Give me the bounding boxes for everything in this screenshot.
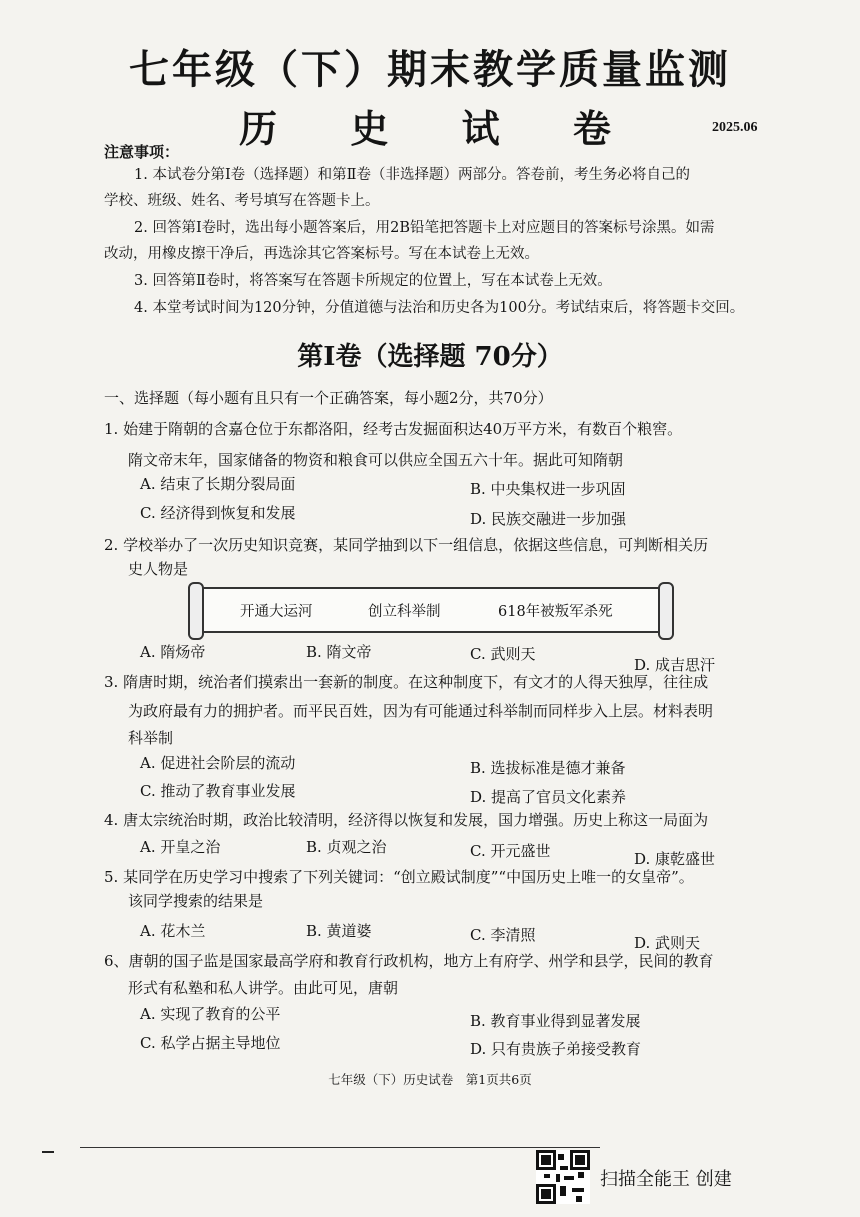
note-line: 改动，用橡皮擦干净后，再选涂其它答案标号。写在本试卷上无效。 bbox=[104, 246, 539, 262]
margin-mark bbox=[42, 1151, 54, 1153]
page-footer: 七年级（下）历史试卷 第1页共6页 bbox=[328, 1072, 532, 1087]
q4-option-d: D. 康乾盛世 bbox=[634, 850, 716, 868]
note-line: 4. 本堂考试时间为120分钟，分值道德与法治和历史各为100分。考试结束后，将答题卡交回。 bbox=[134, 300, 745, 316]
q5-option-a: A. 花木兰 bbox=[140, 922, 206, 940]
question-5-line: 该同学搜索的结果是 bbox=[128, 892, 264, 910]
q3-option-b: B. 选拔标准是德才兼备 bbox=[470, 759, 626, 777]
q1-option-c: C. 经济得到恢复和发展 bbox=[140, 504, 296, 522]
qr-code-icon bbox=[536, 1150, 590, 1204]
question-1-line: 1. 始建于隋朝的含嘉仓位于东都洛阳，经考古发掘面积达40万平方米，有数百个粮窖。 bbox=[104, 420, 683, 438]
scanner-watermark: 扫描全能王 创建 bbox=[600, 1169, 732, 1190]
exam-subtitle: 历 史 试 卷 bbox=[239, 106, 641, 151]
section-instruction: 一、选择题（每小题有且只有一个正确答案，每小题2分，共70分） bbox=[104, 389, 553, 407]
q6-option-a: A. 实现了教育的公平 bbox=[140, 1005, 281, 1023]
q2-option-d: D. 成吉思汗 bbox=[634, 656, 716, 674]
question-5-line: 5. 某同学在历史学习中搜索了下列关键词：“创立殿试制度”“中国历史上唯一的女皇帝”。 bbox=[104, 868, 694, 886]
scroll-clue: 开通大运河 bbox=[240, 604, 313, 620]
q5-option-b: B. 黄道婆 bbox=[306, 922, 372, 940]
exam-title: 七年级（下）期末教学质量监测 bbox=[129, 46, 731, 93]
q6-option-b: B. 教育事业得到显著发展 bbox=[470, 1012, 641, 1030]
q5-option-c: C. 李清照 bbox=[470, 926, 536, 944]
q1-option-a: A. 结束了长期分裂局面 bbox=[140, 475, 296, 493]
exam-date: 2025.06 bbox=[712, 120, 758, 135]
scroll-cap-left bbox=[188, 582, 204, 640]
q3-option-c: C. 推动了教育事业发展 bbox=[140, 782, 296, 800]
q2-option-c: C. 武则天 bbox=[470, 645, 536, 663]
q2-option-a: A. 隋炀帝 bbox=[140, 643, 206, 661]
q3-option-a: A. 促进社会阶层的流动 bbox=[140, 754, 296, 772]
note-line: 3. 回答第Ⅱ卷时，将答案写在答题卡所规定的位置上，写在本试卷上无效。 bbox=[134, 273, 612, 289]
question-4-line: 4. 唐太宗统治时期，政治比较清明，经济得以恢复和发展，国力增强。历史上称这一局面为 bbox=[104, 811, 709, 829]
q5-option-d: D. 武则天 bbox=[634, 934, 701, 952]
q4-option-b: B. 贞观之治 bbox=[306, 838, 387, 856]
note-line: 1. 本试卷分第Ⅰ卷（选择题）和第Ⅱ卷（非选择题）两部分。答卷前，考生务必将自己的 bbox=[134, 167, 691, 183]
q4-option-a: A. 开皇之治 bbox=[140, 838, 221, 856]
q1-option-d: D. 民族交融进一步加强 bbox=[470, 510, 627, 528]
section-title: 第Ⅰ卷（选择题 70分） bbox=[297, 342, 563, 372]
q4-option-c: C. 开元盛世 bbox=[470, 842, 551, 860]
q6-option-d: D. 只有贵族子弟接受教育 bbox=[470, 1040, 642, 1058]
q1-option-b: B. 中央集权进一步巩固 bbox=[470, 480, 626, 498]
question-2-line: 2. 学校举办了一次历史知识竞赛，某同学抽到以下一组信息，依据这些信息，可判断相关历 bbox=[104, 536, 709, 554]
scroll-clue: 618年被叛军杀死 bbox=[498, 604, 613, 620]
question-3-line: 为政府最有力的拥护者。而平民百姓，因为有可能通过科举制而同样步入上层。材料表明 bbox=[128, 702, 714, 720]
question-6-line: 形式有私塾和私人讲学。由此可见，唐朝 bbox=[128, 979, 399, 997]
note-line: 2. 回答第Ⅰ卷时，选出每小题答案后，用2B铅笔把答题卡上对应题目的答案标号涂黑。如需 bbox=[134, 220, 715, 236]
question-2-line: 史人物是 bbox=[128, 560, 189, 578]
q3-option-d: D. 提高了官员文化素养 bbox=[470, 788, 627, 806]
scroll-clue: 创立科举制 bbox=[368, 604, 441, 620]
question-3-line: 3. 隋唐时期，统治者们摸索出一套新的制度。在这种制度下，有文才的人得天独厚，往往成 bbox=[104, 673, 709, 691]
q2-option-b: B. 隋文帝 bbox=[306, 643, 372, 661]
scroll-cap-right bbox=[658, 582, 674, 640]
bottom-rule bbox=[80, 1147, 600, 1148]
info-scroll bbox=[198, 587, 664, 633]
notes-heading: 注意事项： bbox=[104, 143, 180, 161]
note-line: 学校、班级、姓名、考号填写在答题卡上。 bbox=[104, 193, 380, 209]
question-6-line: 6、唐朝的国子监是国家最高学府和教育行政机构，地方上有府学、州学和县学，民间的教育 bbox=[104, 952, 714, 970]
question-3-line: 科举制 bbox=[128, 729, 174, 747]
question-1-line: 隋文帝末年，国家储备的物资和粮食可以供应全国五六十年。据此可知隋朝 bbox=[128, 451, 624, 469]
q6-option-c: C. 私学占据主导地位 bbox=[140, 1034, 281, 1052]
